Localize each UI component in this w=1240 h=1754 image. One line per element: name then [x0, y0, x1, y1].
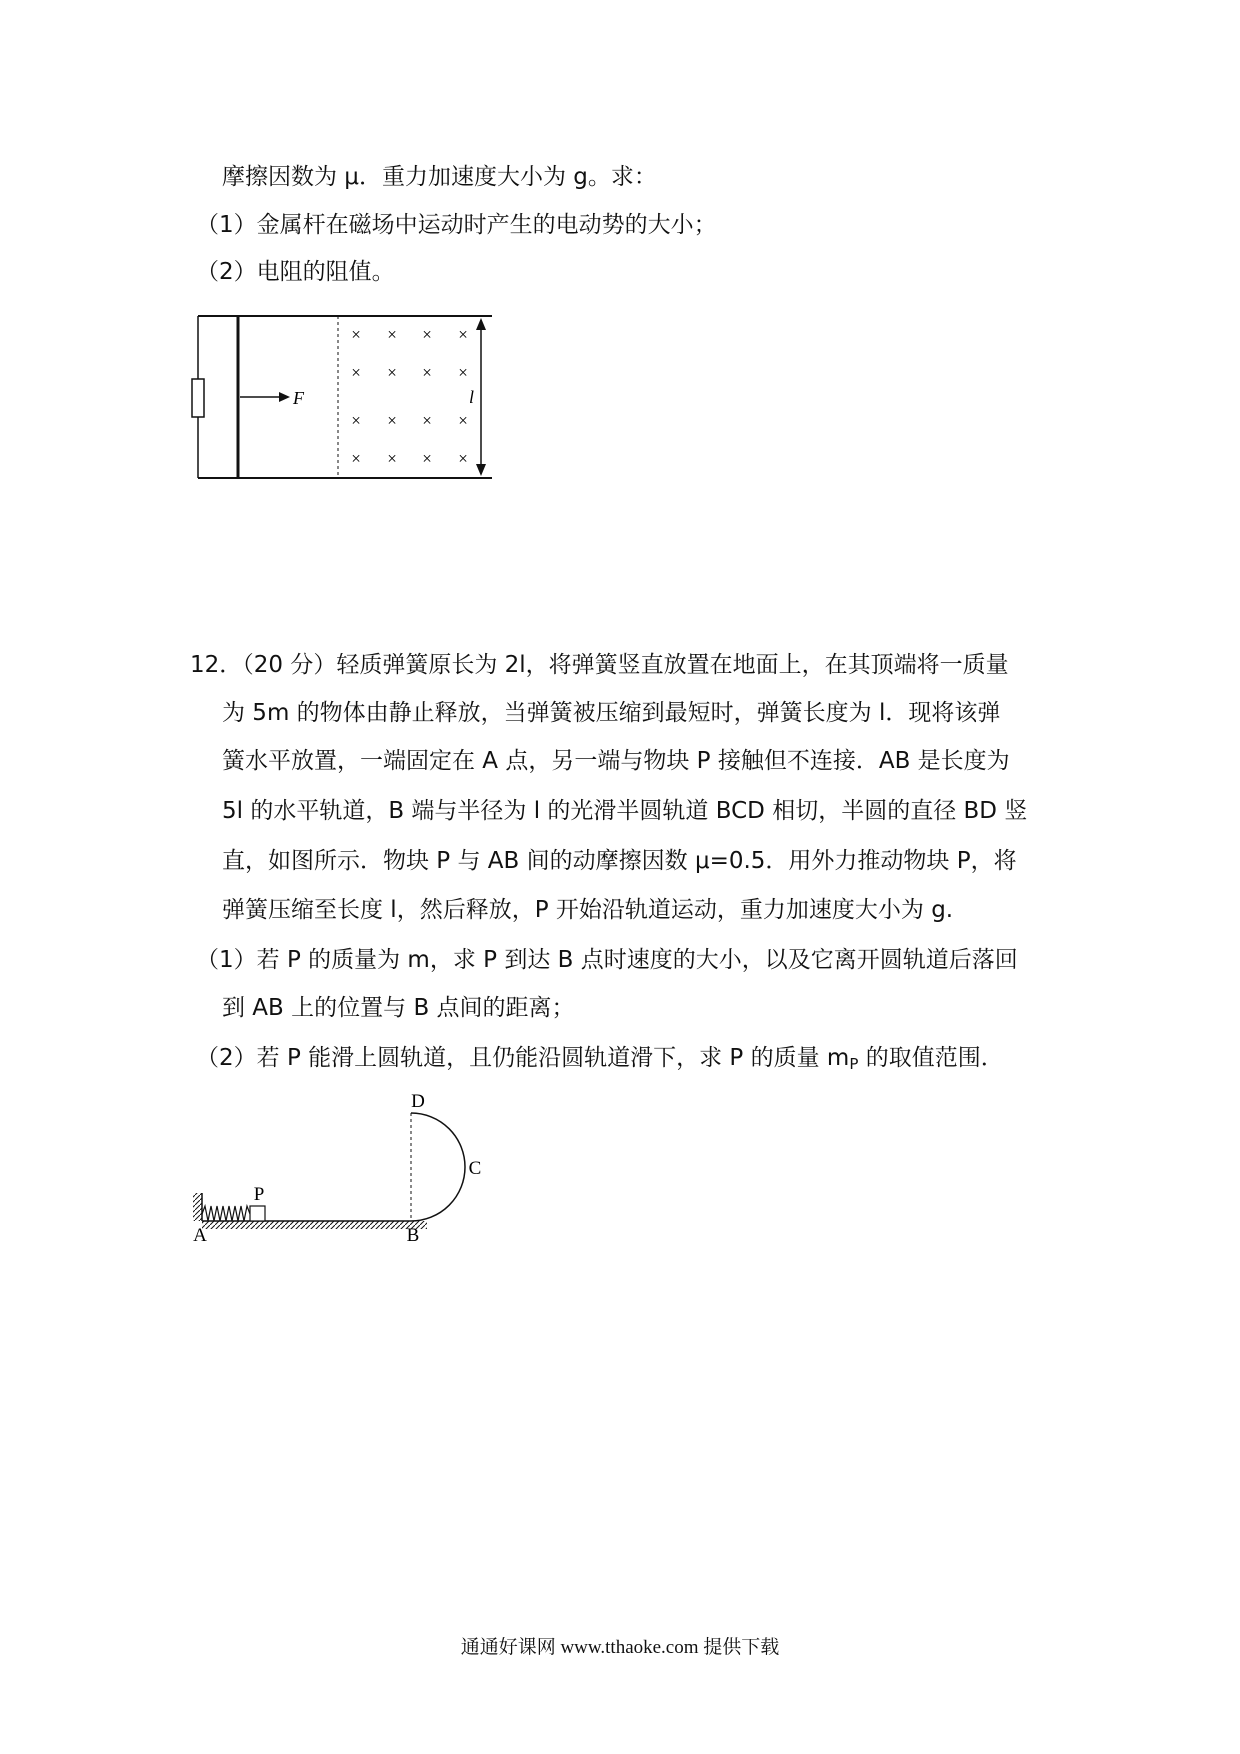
svg-text:×: × [351, 325, 361, 344]
arrow-down-icon [476, 464, 486, 476]
svg-text:×: × [422, 411, 432, 430]
q11-part2: （2）电阻的阻值。 [196, 259, 395, 285]
label-d: D [411, 1091, 425, 1112]
svg-text:×: × [387, 449, 397, 468]
svg-text:×: × [458, 411, 468, 430]
q12-part1-line1: （1）若 P 的质量为 m，求 P 到达 B 点时速度的大小，以及它离开圆轨道后落回 [196, 947, 1018, 973]
svg-text:×: × [387, 363, 397, 382]
spring-track-diagram [185, 1085, 490, 1245]
footer-credit: 通通好课网 www.tthaoke.com 提供下载 [460, 1637, 780, 1658]
svg-text:×: × [351, 363, 361, 382]
resistor [192, 379, 204, 417]
svg-text:×: × [458, 363, 468, 382]
q12-part2: （2）若 P 能滑上圆轨道，且仍能沿圆轨道滑下，求 P 的质量 $m_P$ 的取值范围． [196, 1045, 1004, 1073]
svg-text:×: × [387, 325, 397, 344]
q12-line1: 12．（20 分）轻质弹簧原长为 2l，将弹簧竖直放置在地面上，在其顶端将一质量 [190, 652, 1009, 678]
q11-text-line1: 摩擦因数为 μ．重力加速度大小为 g。求： [222, 164, 657, 190]
length-label: l [469, 387, 475, 407]
q12-line6: 弹簧压缩至长度 l，然后释放，P 开始沿轨道运动，重力加速度大小为 g. [222, 897, 954, 923]
ground-hatch [202, 1221, 427, 1229]
force-label: F [293, 388, 304, 408]
wall-a [193, 1193, 202, 1221]
svg-text:×: × [422, 325, 432, 344]
svg-text:×: × [351, 449, 361, 468]
svg-text:×: × [458, 449, 468, 468]
svg-text:×: × [387, 411, 397, 430]
spring [202, 1206, 250, 1221]
svg-text:×: × [458, 325, 468, 344]
force-arrow-icon [279, 392, 290, 402]
magnetic-field-diagram [190, 308, 510, 486]
label-b: B [406, 1225, 420, 1245]
label-c: C [468, 1158, 482, 1179]
q12-part1-line2: 到 AB 上的位置与 B 点间的距离； [222, 995, 575, 1021]
svg-text:×: × [422, 363, 432, 382]
q12-line2: 为 5m 的物体由静止释放，当弹簧被压缩到最短时，弹簧长度为 l．现将该弹 [222, 700, 1001, 726]
semicircle-bcd [411, 1113, 465, 1221]
field-marks [351, 325, 468, 468]
label-a: A [193, 1225, 207, 1245]
arrow-up-icon [476, 318, 486, 330]
q12-line5: 直，如图所示．物块 P 与 AB 间的动摩擦因数 μ=0.5．用外力推动物块 P，将 [222, 848, 1017, 874]
svg-text:×: × [422, 449, 432, 468]
svg-text:×: × [351, 411, 361, 430]
q12-line4: 5l 的水平轨道，B 端与半径为 l 的光滑半圆轨道 BCD 相切，半圆的直径 BD 竖 [222, 798, 1028, 824]
q11-part1: （1）金属杆在磁场中运动时产生的电动势的大小； [196, 212, 717, 238]
q12-line3: 簧水平放置，一端固定在 A 点，另一端与物块 P 接触但不连接．AB 是长度为 [222, 748, 1010, 774]
block-p [250, 1206, 265, 1221]
label-p: P [253, 1184, 265, 1205]
